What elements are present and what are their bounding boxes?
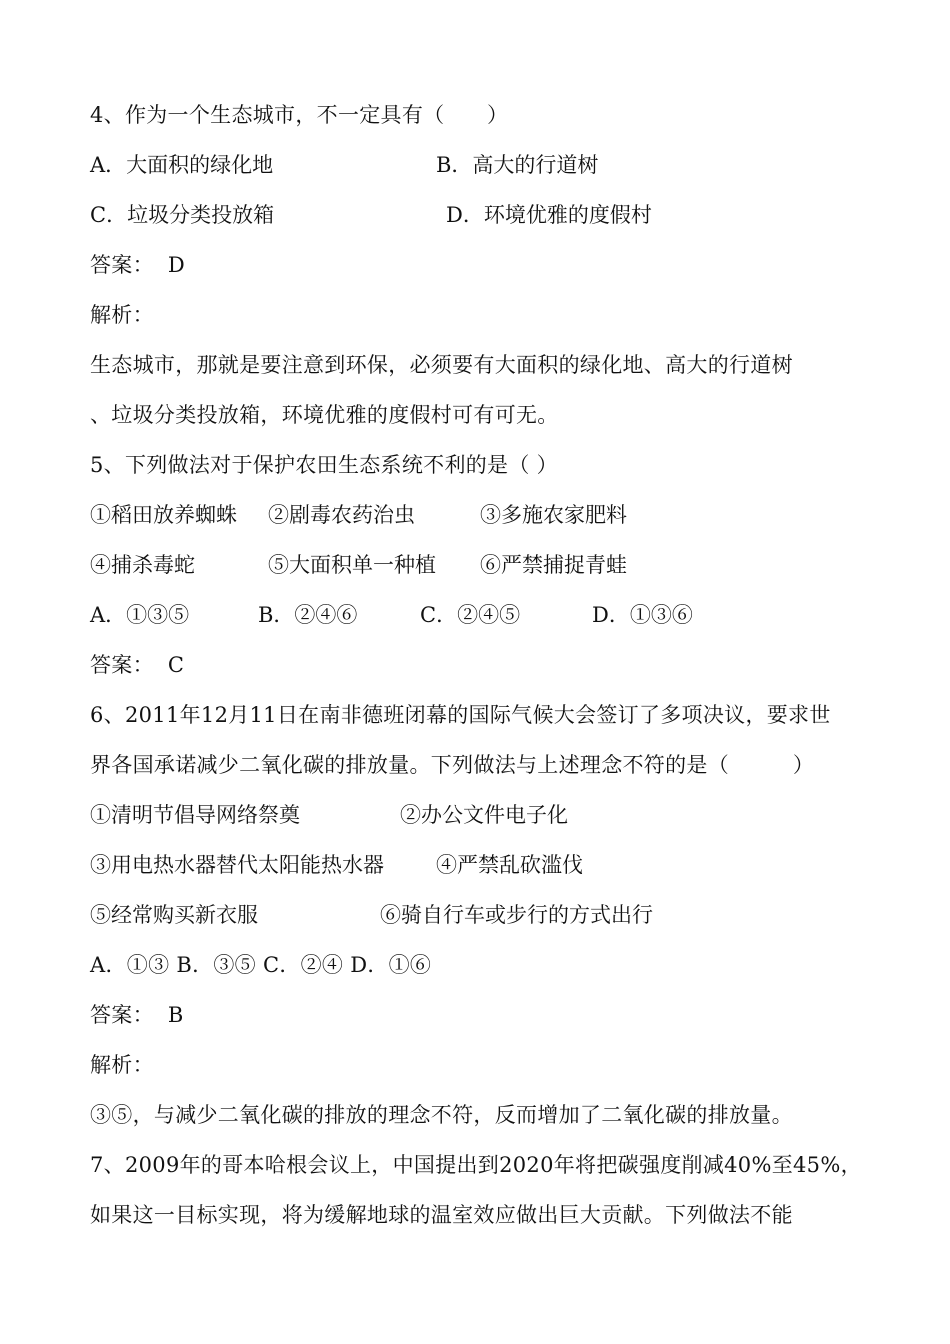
- q4-option-c: C．垃圾分类投放箱: [90, 203, 275, 227]
- q5-option-b: B．②④⑥: [258, 603, 358, 627]
- q6-stem-line-1: 6、2011年12月11日在南非德班闭幕的国际气候大会签订了多项决议，要求世: [90, 703, 831, 727]
- q5-options-row: [90, 600, 693, 630]
- q5-item-5: ⑤大面积单一种植: [268, 553, 436, 577]
- q5-items-row-1: [90, 500, 627, 530]
- q5-items-row-2: [90, 550, 627, 580]
- q6-answer: 答案： B: [90, 1003, 184, 1027]
- q5-item-4: ④捕杀毒蛇: [90, 553, 195, 577]
- q4-answer: 答案： D: [90, 253, 185, 277]
- q4-analysis-line-1: 生态城市，那就是要注意到环保，必须要有大面积的绿化地、高大的行道树: [90, 353, 793, 377]
- q7-stem-line-1: 7、2009年的哥本哈根会议上，中国提出到2020年将把碳强度削减40%至45%，: [90, 1153, 862, 1177]
- q5-option-c: C．②④⑤: [420, 603, 521, 627]
- q4-analysis-line-2: 、垃圾分类投放箱，环境优雅的度假村可有可无。: [90, 403, 559, 427]
- q5-stem: 5、下列做法对于保护农田生态系统不利的是（ ）: [90, 453, 558, 477]
- q5-item-2: ②剧毒农药治虫: [268, 503, 415, 527]
- q6-item-5: ⑤经常购买新衣服: [90, 903, 258, 927]
- q6-item-2: ②办公文件电子化: [400, 803, 568, 827]
- q6-item-3: ③用电热水器替代太阳能热水器: [90, 853, 384, 877]
- q6-items-row-1: [90, 800, 568, 830]
- q6-analysis-label: 解析：: [90, 1053, 154, 1077]
- q6-item-4: ④严禁乱砍滥伐: [436, 853, 583, 877]
- q6-item-1: ①清明节倡导网络祭奠: [90, 803, 300, 827]
- q4-stem: 4、作为一个生态城市，不一定具有（ ）: [90, 103, 509, 127]
- q4-options-row-2: [90, 200, 652, 230]
- q4-analysis-label: 解析：: [90, 303, 154, 327]
- q5-item-3: ③多施农家肥料: [480, 503, 627, 527]
- q4-options-row-1: [90, 150, 599, 180]
- q4-option-a: A．大面积的绿化地: [90, 153, 274, 177]
- q5-item-6: ⑥严禁捕捉青蛙: [480, 553, 627, 577]
- q6-items-row-3: [90, 900, 653, 930]
- q6-options: A．①③ B．③⑤ C．②④ D．①⑥: [90, 953, 432, 977]
- q6-item-6: ⑥骑自行车或步行的方式出行: [380, 903, 653, 927]
- q4-option-d: D．环境优雅的度假村: [446, 203, 652, 227]
- q5-answer: 答案： C: [90, 653, 185, 677]
- q5-option-d: D．①③⑥: [592, 603, 693, 627]
- q6-stem-line-2: 界各国承诺减少二氧化碳的排放量。下列做法与上述理念不符的是（ ）: [90, 753, 815, 777]
- q4-option-b: B．高大的行道树: [436, 153, 599, 177]
- q7-stem-line-2: 如果这一目标实现，将为缓解地球的温室效应做出巨大贡献。下列做法不能: [90, 1203, 793, 1227]
- q5-option-a: A．①③⑤: [90, 603, 190, 627]
- q6-items-row-2: [90, 850, 583, 880]
- q5-item-1: ①稻田放养蜘蛛: [90, 503, 237, 527]
- q6-analysis-line-1: ③⑤，与减少二氧化碳的排放的理念不符，反而增加了二氧化碳的排放量。: [90, 1103, 793, 1127]
